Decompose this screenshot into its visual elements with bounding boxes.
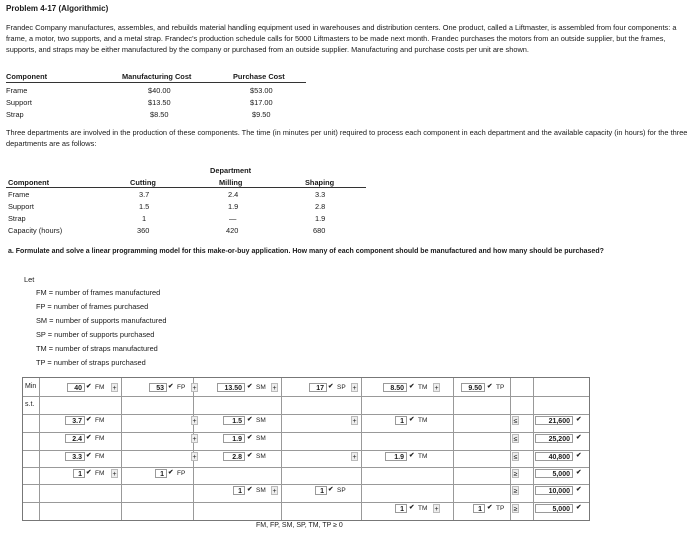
definition-item: SP = number of supports purchased (36, 330, 155, 339)
dept-row-frame-cutting: 3.7 (139, 190, 150, 199)
check-icon: ✔ (247, 416, 253, 423)
var-label: FM (95, 384, 105, 391)
dept-row-capacity-shaping: 680 (313, 226, 326, 235)
min-label: Min (25, 383, 37, 390)
cost-row-support-label: Support (6, 98, 32, 107)
var-label: SP (337, 384, 346, 391)
inequality-sign[interactable]: ≥ (513, 506, 518, 513)
dept-row-capacity-label: Capacity (hours) (8, 226, 63, 235)
dept-row-strap-label: Strap (8, 214, 26, 223)
c6-tm-coef[interactable]: 1 (395, 504, 407, 513)
inequality-sign[interactable]: ≥ (513, 488, 518, 495)
question-a: a. Formulate and solve a linear programming model for this make-or-buy application. How many of each component should be manufactured and how many should be purchased? (8, 248, 604, 255)
dept-header-shaping: Shaping (305, 178, 335, 187)
c3-tm-coef[interactable]: 1.9 (385, 452, 407, 461)
var-label: FP (177, 470, 186, 477)
definition-item: FP = number of frames purchased (36, 302, 149, 311)
dept-header-milling: Milling (219, 178, 243, 187)
obj-coef-tm[interactable]: 8.50 (383, 383, 407, 392)
plus-sign: + (272, 488, 277, 495)
dept-header-cutting: Cutting (130, 178, 156, 187)
dept-row-frame-label: Frame (8, 190, 30, 199)
plus-sign: + (352, 385, 357, 392)
dept-intro-paragraph: Three departments are involved in the production of these components. The time (in minutes per unit) required to process each component in each department and the available capacity (in hours) for the three departments are as follows: (6, 128, 688, 148)
var-label: SM (256, 417, 266, 424)
var-label: TM (418, 384, 428, 391)
check-icon: ✔ (576, 504, 582, 511)
check-icon: ✔ (576, 416, 582, 423)
check-icon: ✔ (487, 504, 493, 511)
c1-rhs[interactable]: 21,600 (535, 416, 573, 425)
cost-row-frame-label: Frame (6, 86, 28, 95)
plus-sign: + (272, 385, 277, 392)
check-icon: ✔ (409, 383, 415, 390)
c3-fm-coef[interactable]: 3.3 (65, 452, 85, 461)
var-label: TM (418, 505, 428, 512)
nonnegativity-constraint: FM, FP, SM, SP, TM, TP ≥ 0 (256, 522, 343, 529)
definition-item: SM = number of supports manufactured (36, 316, 167, 325)
var-label: TM (418, 453, 428, 460)
inequality-sign[interactable]: ≥ (513, 471, 518, 478)
var-label: SM (256, 487, 266, 494)
cost-header-component: Component (6, 72, 48, 81)
check-icon: ✔ (328, 486, 334, 493)
inequality-sign[interactable]: ≤ (513, 436, 518, 443)
cost-row-strap-label: Strap (6, 110, 24, 119)
plus-sign: + (112, 385, 117, 392)
dept-group-header: Department (210, 166, 252, 175)
cost-header-purchase: Purchase Cost (233, 72, 285, 81)
var-label: FM (95, 453, 105, 460)
c1-sm-coef[interactable]: 1.5 (223, 416, 245, 425)
obj-coef-sm[interactable]: 13.50 (217, 383, 245, 392)
cost-row-frame-mfg: $40.00 (148, 86, 171, 95)
check-icon: ✔ (247, 486, 253, 493)
c5-rhs[interactable]: 10,000 (535, 486, 573, 495)
c2-rhs[interactable]: 25,200 (535, 434, 573, 443)
check-icon: ✔ (409, 504, 415, 511)
c4-fp-coef[interactable]: 1 (155, 469, 167, 478)
dept-row-support-milling: 1.9 (228, 202, 239, 211)
definition-item: FM = number of frames manufactured (36, 288, 161, 297)
var-label: FP (177, 384, 186, 391)
plus-sign: + (192, 436, 197, 443)
lp-model-table (22, 377, 590, 521)
var-label: TP (496, 505, 505, 512)
plus-sign: + (192, 385, 197, 392)
dept-row-capacity-milling: 420 (226, 226, 239, 235)
c2-fm-coef[interactable]: 2.4 (65, 434, 85, 443)
definition-item: TM = number of straps manufactured (36, 344, 158, 353)
check-icon: ✔ (328, 383, 334, 390)
cost-header-manufacturing: Manufacturing Cost (122, 72, 192, 81)
dept-row-strap-shaping: 1.9 (315, 214, 326, 223)
obj-coef-fp[interactable]: 53 (149, 383, 167, 392)
c2-sm-coef[interactable]: 1.9 (223, 434, 245, 443)
plus-sign: + (434, 506, 439, 513)
check-icon: ✔ (576, 469, 582, 476)
dept-row-capacity-cutting: 360 (137, 226, 150, 235)
check-icon: ✔ (409, 416, 415, 423)
check-icon: ✔ (86, 469, 92, 476)
st-label: s.t. (25, 401, 35, 408)
var-label: FM (95, 470, 105, 477)
check-icon: ✔ (576, 452, 582, 459)
check-icon: ✔ (576, 434, 582, 441)
obj-coef-sp[interactable]: 17 (309, 383, 327, 392)
var-label: SM (256, 453, 266, 460)
dept-row-strap-cutting: 1 (142, 214, 147, 223)
inequality-sign[interactable]: ≤ (513, 418, 518, 425)
c6-rhs[interactable]: 5,000 (535, 504, 573, 513)
var-label: TM (418, 417, 428, 424)
plus-sign: + (352, 418, 357, 425)
var-label: SP (337, 487, 346, 494)
check-icon: ✔ (409, 452, 415, 459)
obj-coef-tp[interactable]: 9.50 (461, 383, 485, 392)
check-icon: ✔ (168, 469, 174, 476)
dept-row-frame-milling: 2.4 (228, 190, 239, 199)
check-icon: ✔ (247, 434, 253, 441)
cost-row-strap-purchase: $9.50 (252, 110, 271, 119)
plus-sign: + (112, 471, 117, 478)
dept-header-component: Component (8, 178, 50, 187)
let-label: Let (24, 275, 35, 284)
var-label: FM (95, 435, 105, 442)
dept-row-support-cutting: 1.5 (139, 202, 150, 211)
inequality-sign[interactable]: ≤ (513, 454, 518, 461)
var-label: TP (496, 384, 505, 391)
obj-coef-fm[interactable]: 40 (67, 383, 85, 392)
c3-sm-coef[interactable]: 2.8 (223, 452, 245, 461)
plus-sign: + (434, 385, 439, 392)
c4-fm-coef[interactable]: 1 (73, 469, 85, 478)
intro-paragraph: Frandec Company manufactures, assembles, and rebuilds material handling equipment used in warehouses and distribution centers. One product, called a Liftmaster, is assembled from four components: a frame, a motor, two supports, and a metal strap. Frandec's production schedule calls for 5000 Liftmasters to be made next month. Frandec purchases the motors from an outside supplier, but the frames, supports, and straps may be either manufactured by the company or purchased from an outside supplier. Manufacturing and purchase costs per unit are shown. (6, 23, 677, 54)
c3-rhs[interactable]: 40,800 (535, 452, 573, 461)
plus-sign: + (192, 454, 197, 461)
cost-row-support-purchase: $17.00 (250, 98, 273, 107)
var-label: SM (256, 435, 266, 442)
cost-row-support-mfg: $13.50 (148, 98, 171, 107)
dept-row-support-label: Support (8, 202, 34, 211)
check-icon: ✔ (86, 416, 92, 423)
var-label: SM (256, 384, 266, 391)
check-icon: ✔ (487, 383, 493, 390)
check-icon: ✔ (168, 383, 174, 390)
c5-sp-coef[interactable]: 1 (315, 486, 327, 495)
var-label: FM (95, 417, 105, 424)
c6-tp-coef[interactable]: 1 (473, 504, 485, 513)
dept-row-frame-shaping: 3.3 (315, 190, 326, 199)
check-icon: ✔ (86, 383, 92, 390)
problem-title: Problem 4-17 (Algorithmic) (6, 4, 109, 13)
cost-row-frame-purchase: $53.00 (250, 86, 273, 95)
check-icon: ✔ (576, 486, 582, 493)
dept-row-strap-milling: — (229, 214, 237, 223)
check-icon: ✔ (247, 383, 253, 390)
c5-sm-coef[interactable]: 1 (233, 486, 245, 495)
c1-tm-coef[interactable]: 1 (395, 416, 407, 425)
check-icon: ✔ (86, 452, 92, 459)
cost-row-strap-mfg: $8.50 (150, 110, 169, 119)
check-icon: ✔ (247, 452, 253, 459)
c4-rhs[interactable]: 5,000 (535, 469, 573, 478)
dept-row-support-shaping: 2.8 (315, 202, 326, 211)
definition-item: TP = number of straps purchased (36, 358, 146, 367)
plus-sign: + (192, 418, 197, 425)
check-icon: ✔ (86, 434, 92, 441)
plus-sign: + (352, 454, 357, 461)
c1-fm-coef[interactable]: 3.7 (65, 416, 85, 425)
